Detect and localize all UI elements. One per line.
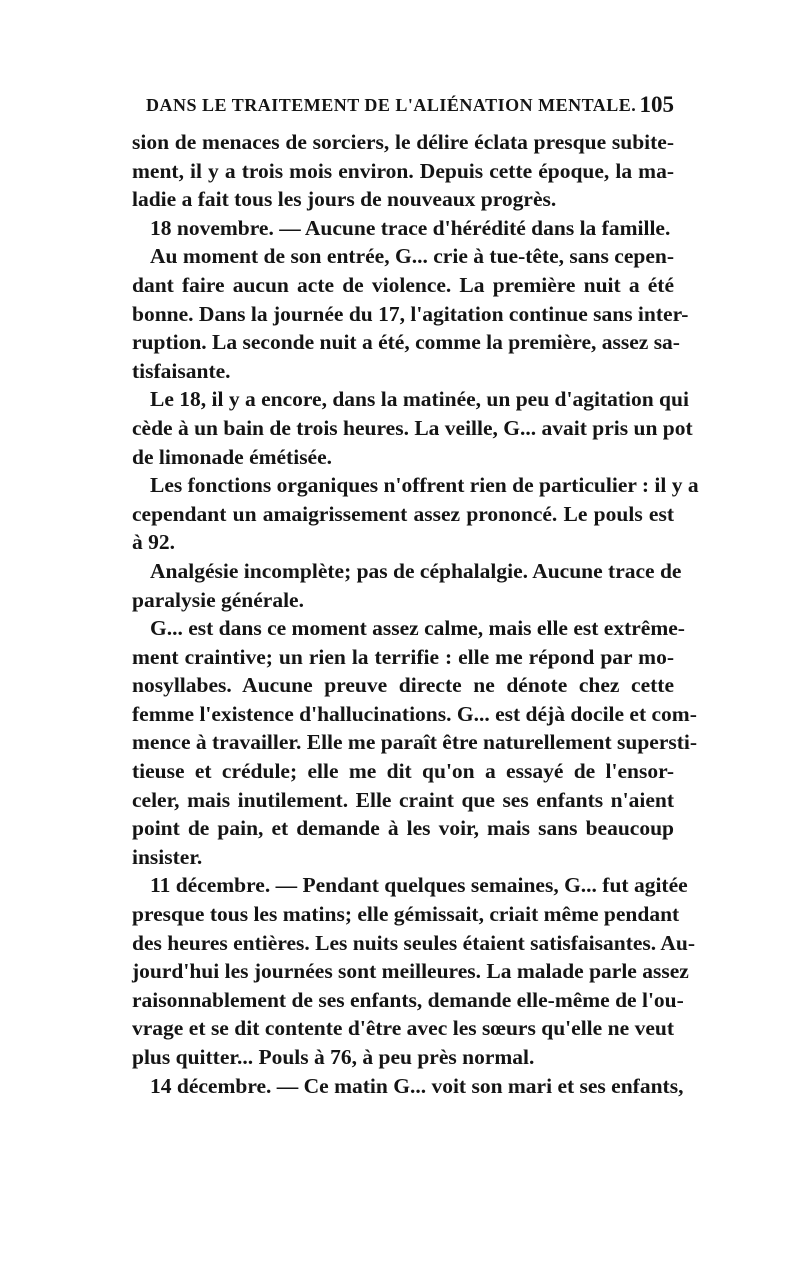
text-line: tieuse et crédule; elle me dit qu'on a essayé de l'ensor- — [132, 759, 674, 784]
text-line: plus quitter... Pouls à 76, à peu près normal. — [132, 1045, 535, 1069]
text-line: ment, il y a trois mois environ. Depuis cette époque, la ma- — [132, 158, 674, 183]
page-number: 105 — [639, 92, 674, 117]
text-line: G... est dans ce moment assez calme, mais elle est extrême- — [150, 616, 685, 641]
body-text — [132, 128, 699, 1100]
text-line: cède à un bain de trois heures. La veille, G... avait pris un pot — [132, 415, 693, 440]
text-line: tisfaisante. — [132, 358, 231, 383]
text-line: bonne. Dans la journée du 17, l'agitation continue sans inter- — [132, 301, 689, 326]
text-line: dant faire aucun acte de violence. La première nuit a été — [132, 272, 674, 297]
text-line: jourd'hui les journées sont meilleures. La malade parle assez — [132, 959, 689, 984]
text-line: nosyllabes. Aucune preuve directe ne dénote chez cette — [132, 673, 674, 698]
text-line: ladie a fait tous les jours de nouveaux progrès. — [132, 187, 557, 212]
text-line: des heures entières. Les nuits seules étaient satisfaisantes. Au- — [132, 930, 695, 955]
text-line: Au moment de son entrée, G... crie à tue-tête, sans cepen- — [150, 244, 674, 269]
text-line: point de pain, et demande à les voir, mais sans beaucoup — [132, 816, 674, 841]
text-line: Le 18, il y a encore, dans la matinée, un peu d'agitation qui — [150, 387, 689, 412]
text-line: femme l'existence d'hallucinations. G... est déjà docile et com- — [132, 701, 697, 726]
text-line: 11 décembre. — Pendant quelques semaines, G... fut agitée — [150, 873, 688, 898]
text-line: paralysie générale. — [132, 587, 304, 612]
text-line: 14 décembre. — Ce matin G... voit son mari et ses enfants, — [150, 1073, 684, 1098]
running-header — [132, 92, 674, 122]
text-line: Analgésie incomplète; pas de céphalalgie. Aucune trace de — [150, 558, 682, 583]
text-line: cependant un amaigrissement assez prononcé. Le pouls est — [132, 501, 674, 526]
text-line: de limonade émétisée. — [132, 444, 333, 469]
text-line: ment craintive; un rien la terrifie : elle me répond par mo- — [132, 644, 674, 669]
text-line: vrage et se dit contente d'être avec les sœurs qu'elle ne veut — [132, 1016, 674, 1041]
text-line: ruption. La seconde nuit a été, comme la première, assez sa- — [132, 330, 680, 355]
text-line: Les fonctions organiques n'offrent rien de particulier : il y a — [150, 473, 699, 498]
text-line: raisonnablement de ses enfants, demande elle-même de l'ou- — [132, 987, 684, 1012]
text-line: presque tous les matins; elle gémissait, criait même pendant — [132, 902, 680, 927]
text-line: insister. — [132, 844, 203, 869]
text-line: 18 novembre. — Aucune trace d'hérédité dans la famille. — [150, 215, 671, 240]
text-line: mence à travailler. Elle me paraît être naturellement supersti- — [132, 730, 698, 755]
text-line: à 92. — [132, 530, 175, 555]
running-title: DANS LE TRAITEMENT DE L'ALIÉNATION MENTALE. — [146, 95, 637, 115]
text-line: celer, mais inutilement. Elle craint que ses enfants n'aient — [132, 787, 674, 812]
text-line: sion de menaces de sorciers, le délire éclata presque subite- — [132, 130, 674, 154]
